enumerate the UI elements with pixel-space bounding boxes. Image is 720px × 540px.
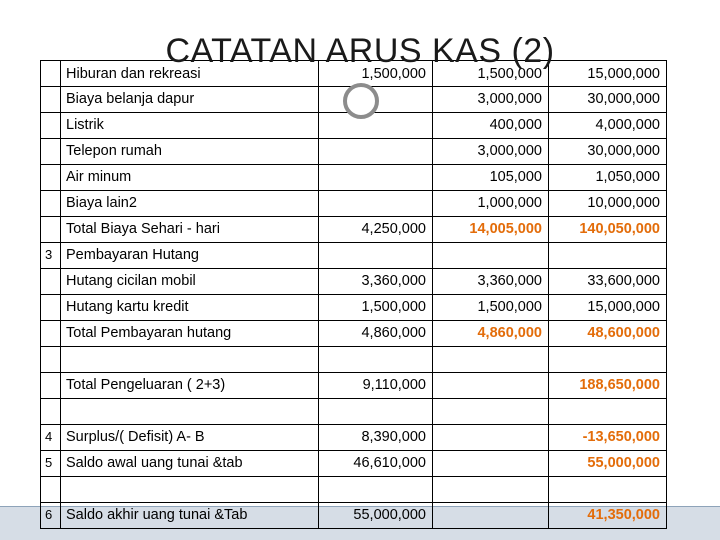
row-label: Biaya belanja dapur [66, 91, 195, 107]
row-number [45, 86, 61, 112]
amount-column-4 [552, 476, 660, 502]
amount-column-4: 140,050,000 [579, 221, 660, 237]
row-label: Listrik [66, 117, 104, 133]
amount-monthly [322, 138, 426, 164]
amount-column-4: 15,000,000 [587, 66, 660, 82]
amount-monthly: 4,860,000 [361, 325, 426, 341]
row-label: Total Pembayaran hutang [66, 325, 232, 341]
slide-title: CATATAN ARUS KAS (2) [165, 32, 555, 70]
row-number: 4 [45, 429, 53, 444]
row-label [66, 346, 316, 372]
amount-column-4 [552, 346, 660, 372]
row-number [45, 112, 61, 138]
table-row-divider [40, 528, 667, 529]
row-number [45, 398, 61, 424]
amount-column-3: 3,360,000 [477, 273, 542, 289]
amount-column-3: 400,000 [489, 117, 542, 133]
amount-column-4: 48,600,000 [587, 325, 660, 341]
row-number [45, 138, 61, 164]
amount-column-4: 15,000,000 [587, 299, 660, 315]
row-number [45, 216, 61, 242]
row-number [45, 190, 61, 216]
amount-monthly [322, 398, 426, 424]
row-number [45, 164, 61, 190]
ring-icon [343, 83, 379, 119]
row-label [66, 476, 316, 502]
amount-monthly [322, 346, 426, 372]
amount-column-4: -13,650,000 [582, 429, 660, 445]
row-number: 3 [45, 247, 53, 262]
amount-monthly: 4,250,000 [361, 221, 426, 237]
amount-monthly: 3,360,000 [361, 273, 426, 289]
amount-column-3 [436, 450, 542, 476]
amount-monthly [322, 112, 426, 138]
amount-column-3: 3,000,000 [477, 91, 542, 107]
amount-monthly: 8,390,000 [361, 429, 426, 445]
amount-column-3: 1,500,000 [477, 299, 542, 315]
amount-column-4: 55,000,000 [587, 455, 660, 471]
amount-column-3 [436, 502, 542, 528]
amount-column-4: 1,050,000 [595, 169, 660, 185]
row-label: Air minum [66, 169, 132, 185]
amount-monthly: 46,610,000 [353, 455, 426, 471]
amount-monthly [322, 242, 426, 268]
amount-column-3 [436, 372, 542, 398]
amount-column-3: 4,860,000 [477, 325, 542, 341]
amount-column-3: 14,005,000 [469, 221, 542, 237]
amount-column-3 [436, 346, 542, 372]
row-label: Saldo akhir uang tunai &Tab [66, 507, 248, 523]
amount-column-3 [436, 242, 542, 268]
amount-monthly [322, 164, 426, 190]
amount-column-4: 10,000,000 [587, 195, 660, 211]
amount-column-3: 105,000 [489, 169, 542, 185]
amount-column-3 [436, 424, 542, 450]
row-label: Hiburan dan rekreasi [66, 66, 201, 82]
amount-column-4: 30,000,000 [587, 91, 660, 107]
amount-column-4: 30,000,000 [587, 143, 660, 159]
row-label [66, 398, 316, 424]
row-label: Hutang cicilan mobil [66, 273, 196, 289]
amount-column-3 [436, 398, 542, 424]
row-number [45, 61, 61, 87]
amount-column-4: 4,000,000 [595, 117, 660, 133]
amount-monthly [322, 190, 426, 216]
amount-column-4 [552, 242, 660, 268]
amount-column-3: 1,500,000 [477, 66, 542, 82]
row-label: Saldo awal uang tunai &tab [66, 455, 243, 471]
row-number [45, 476, 61, 502]
row-label: Hutang kartu kredit [66, 299, 189, 315]
row-number [45, 320, 61, 346]
amount-column-3: 1,000,000 [477, 195, 542, 211]
amount-column-4: 188,650,000 [579, 377, 660, 393]
row-label: Pembayaran Hutang [66, 247, 199, 263]
row-label: Total Pengeluaran ( 2+3) [66, 377, 226, 393]
amount-column-3: 3,000,000 [477, 143, 542, 159]
row-number [45, 372, 61, 398]
amount-column-4: 33,600,000 [587, 273, 660, 289]
amount-monthly: 9,110,000 [362, 377, 426, 393]
row-number [45, 268, 61, 294]
amount-column-4 [552, 398, 660, 424]
row-label: Surplus/( Defisit) A- B [66, 429, 205, 445]
amount-column-3 [436, 476, 542, 502]
amount-monthly: 55,000,000 [353, 507, 426, 523]
row-number: 6 [45, 507, 53, 522]
row-number: 5 [45, 455, 53, 470]
row-label: Telepon rumah [66, 143, 162, 159]
row-number [45, 346, 61, 372]
row-label: Biaya lain2 [66, 195, 137, 211]
amount-monthly: 1,500,000 [361, 299, 426, 315]
amount-monthly: 1,500,000 [361, 66, 426, 82]
amount-column-4: 41,350,000 [587, 507, 660, 523]
amount-monthly [322, 476, 426, 502]
row-number [45, 294, 61, 320]
row-label: Total Biaya Sehari - hari [66, 221, 220, 237]
